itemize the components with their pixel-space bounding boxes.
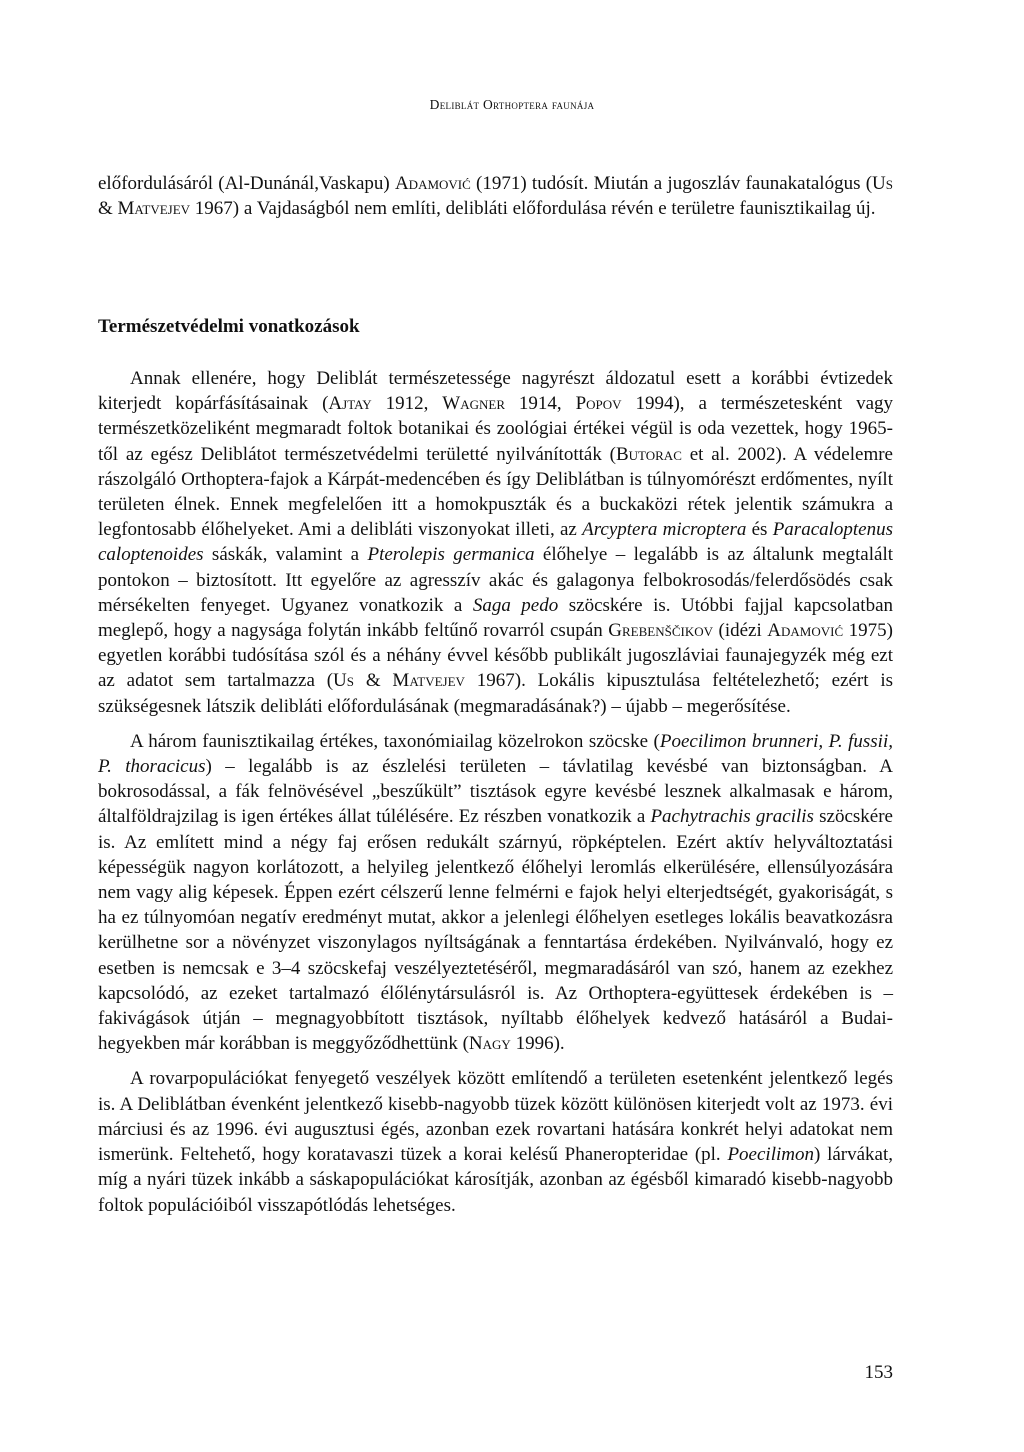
author-citation: Nagy [468, 1033, 511, 1055]
author-citation: Matvejev [117, 198, 191, 220]
species-name: Pterolepis germanica [367, 544, 535, 566]
species-name: Saga pedo [472, 594, 559, 616]
author-citation: Us [333, 670, 354, 692]
author-citation: Popov [575, 393, 622, 415]
paragraph-2: A három faunisztikailag értékes, taxonómiailag közelrokon szöcske (Poecilimon brunneri, P. fussii, P. thoracicus) – legalább is az észlelési területen – távlatilag kevésbé van biztonságban. A bokrosodással, a fák felnövésével „beszűkült” tisztások egyre kevésbé lesznek alkalmasak e három, általföldrajzilag is igen értékes állat túlélésére. Ez részben vonatkozik a Pachytrachis gracilis szöcskére is. Az említett mind a négy faj erősen redukált szárnyú, röpképtelen. Ezért aktív helyváltoztatási képességük nagyon korlátozott, a helyileg jelentkező élőhelyi leromlás elkerülésére, ellensúlyozására nem vagy alig képesek. Éppen ezért célszerű lenne felmérni e fajok helyi elterjedtségét, gyakoriságát, s ha ez túlnyomóan negatív eredményt mutat, akkor a jelenlegi élőhelyen esetleges lokális beavatkozásra kerülhetne sor a növényzet viszonylagos nyíltságának a fenntartása érdekében. Nyilvánvaló, hogy ez esetben is nemcsak e 3–4 szöcskefaj veszélyeztetéséről, megmaradásáról van szó, hanem az ezekhez kapcsolódó, az ezeket tartalmazó élőlénytársulásról is. Az Orthoptera-együttesek érdekében is – fakivágások útján – megnagyobbított tisztások, nyíltabb élőhelyek kedvező hatásáról a Budai-hegyekben már korábban is meggyőződhettünk (Nagy 1996). [98, 730, 893, 1055]
author-citation: Matvejev [392, 670, 465, 692]
running-head: Deliblát Orthoptera faunája [429, 97, 595, 112]
author-citation: Adamović [394, 173, 471, 194]
author-citation: Ajtay [328, 393, 372, 415]
paragraph-3: A rovarpopulációkat fenyegető veszélyek között említendő a területen esetenként jelentkező legés is. A Deliblátban évenként jelentkező kisebb-nagyobb tüzek között különösen kiterjedt volt az 1973. évi márciusi és az 1996. évi augusztusi égés, azonban ezek rovartani hatására konkrét helyi adatokat nem ismerünk. Feltehető, hogy koratavaszi tüzek a korai kelésű Phaneropteridae (pl. Poecilimon) lárvákat, míg a nyári tüzek inkább a sáskapopulációkat károsítják, azonban az égésből kimaradó kisebb-nagyobb foltok populációiból visszapótlódás lehetséges. [98, 1068, 894, 1216]
author-citation: Wagner [442, 393, 505, 415]
author-citation: Butorac [615, 443, 682, 465]
species-name: Poecilimon brunneri, P. fussii, P. thoracicus [98, 730, 893, 778]
paragraph-1: Annak ellenére, hogy Deliblát természetessége nagyrészt áldozatul esett a korábbi évtizedek kiterjedt kopárfásításainak (Ajtay 1912, Wagner 1914, Popov 1994), a természetesként vagy természetközeliként megmaradt foltok botanikai és zoológiai értékei végül is oda vezettek, hogy 1965-től az egész Deliblátot természetvédelmi területté nyilvánították (Butorac et al. 2002). A védelemre rászolgáló Orthoptera-fajok a Kárpát-medencében és így Deliblátban is túlnyomórészt erdőmentes, nyílt területen élnek. Ennek megfelelően itt a homokpuszták és a buckaközi rétek jelentik számukra a legfontosabb élőhelyeket. Ami a delibláti viszonyokat illeti, az Arcyptera microptera és Paracaloptenus caloptenoides sáskák, valamint a Pterolepis germanica élőhelye – legalább is az általunk megtalált pontokon – biztosított. Itt egyelőre az agresszív akác és galagonya felbokrosodás/felerdősödés csak mérsékelten fenyeget. Ugyanez vonatkozik a Saga pedo szöcskére is. Utóbbi fajjal kapcsolatban meglepő, hogy a nagysága folytán inkább feltűnő rovarról csupán Grebenščikov (idézi Adamović 1975) egyetlen korábbi tudósítása szól és a néhány évvel később publikált jugoszláviai faunajegyzék még ezt az adatot sem tartalmazza (Us & Matvejev 1967). Lokális kipusztulása feltételezhető; ezért is szükségesnek látszik delibláti előfordulásának (megmaradásának?) – újabb – megerősítése. [98, 368, 894, 717]
author-citation: Us [872, 173, 893, 194]
species-name: Arcyptera microptera [582, 519, 747, 541]
species-name: Poecilimon [727, 1144, 814, 1166]
species-name: Pachytrachis gracilis [650, 806, 814, 828]
page-number: 153 [864, 1362, 893, 1383]
species-name: Paracaloptenus caloptenoides [98, 519, 894, 566]
intro-paragraph: előfordulásáról (Al-Dunánál,Vaskapu) Adamović (1971) tudósít. Miután a jugoszláv faunakatalógus (Us & Matvejev 1967) a Vajdaságból nem említi, delibláti előfordulása révén e területre faunisztikailag új. [98, 173, 893, 220]
section-body [98, 366, 893, 1228]
author-citation: Adamović [767, 620, 844, 642]
author-citation: Grebenščikov [608, 620, 713, 642]
section-heading: Természetvédelmi vonatkozások [98, 316, 360, 337]
